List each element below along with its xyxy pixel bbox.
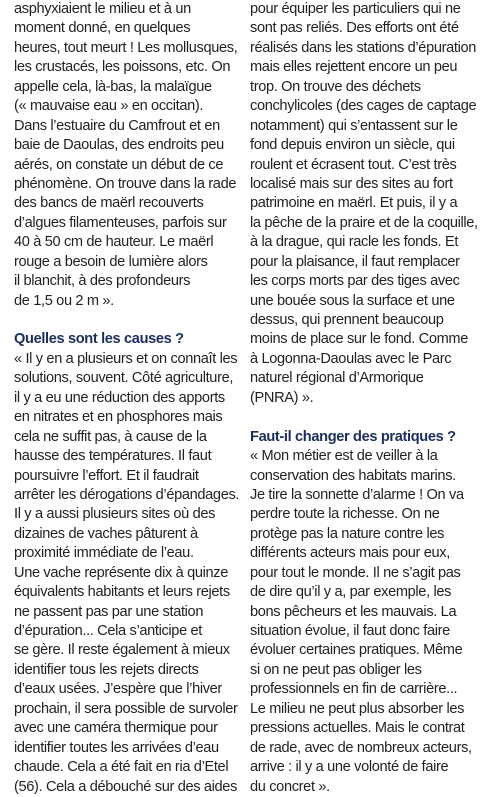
text-line: conservation des habitats marins. xyxy=(250,467,456,484)
text-line: (PNRA) ». xyxy=(250,389,314,406)
text-line: phénomène. On trouve dans la rade xyxy=(14,175,237,192)
text-line: de 1,5 ou 2 m ». xyxy=(14,292,114,309)
text-line: Le milieu ne peut plus absorber les xyxy=(250,700,465,717)
text-line: pour équiper les particuliers qui ne xyxy=(250,1,461,17)
text-line: appelle cela, là-bas, la malaïgue xyxy=(14,78,212,95)
text-line: patrimoine en maërl. Et puis, il y a xyxy=(250,195,458,212)
section-heading-causes: Quelles sont les causes ? xyxy=(14,331,184,348)
text-line: Une vache représente dix à quinze xyxy=(14,564,228,581)
text-line: fond depuis environ un siècle, qui xyxy=(250,137,455,154)
text-line: professionnels en fin de carrière... xyxy=(250,681,458,698)
text-line: pressions actuelles. Mais le contrat xyxy=(250,720,465,737)
text-line: baie de Daoulas, des endroits peu xyxy=(14,137,224,154)
text-line: pour tout le monde. Il ne s’agit pas xyxy=(250,564,461,581)
text-line: hausse des températures. Il faut xyxy=(14,448,212,465)
text-line: sont pas reliés. Des efforts ont été xyxy=(250,20,459,37)
paragraph-gap xyxy=(250,408,476,427)
left-paragraph-2 xyxy=(14,350,240,797)
text-line: Je tire la sonnette d’alarme ! On va xyxy=(250,486,464,503)
text-line: des bancs de maërl recouverts xyxy=(14,195,204,212)
text-line: Il y a aussi plusieurs sites où des xyxy=(14,506,216,523)
text-line: notamment) qui s’entassent sur le xyxy=(250,117,458,134)
text-line: perdre toute la richesse. On ne xyxy=(250,506,440,523)
text-line: bons pêcheurs et les mauvais. La xyxy=(250,603,457,620)
text-line: une bouée sous la surface et une xyxy=(250,292,455,309)
text-line: identifier toutes les arrivées d’eau xyxy=(14,739,219,756)
text-line: solutions, souvent. Côté agriculture, xyxy=(14,370,234,387)
text-line: arrive : il y a une volonté de faire xyxy=(250,759,449,776)
text-line: les crustacés, les poissons, etc. On xyxy=(14,59,231,76)
text-line: rouge a besoin de lumière alors xyxy=(14,253,208,270)
text-line: dessus, qui prennent beaucoup xyxy=(250,312,444,328)
text-line: arrêter les dérogations d’épandages. xyxy=(14,486,240,503)
text-line: de rade, avec de nombreux acteurs, xyxy=(250,739,472,756)
text-line: il y a eu une réduction des apports xyxy=(14,389,225,406)
text-line: d’eaux usées. J’espère que l’hiver xyxy=(14,681,222,698)
text-line: « Il y en a plusieurs et on connaît les xyxy=(14,350,238,367)
text-line: (56). Cela a débouché sur des aides xyxy=(14,778,238,795)
paragraph-gap xyxy=(14,311,226,330)
text-line: naturel régional d’Armorique xyxy=(250,370,424,387)
text-line: 40 à 50 cm de hauteur. Le maërl xyxy=(14,234,214,251)
text-line: « Mon métier est de veiller à la xyxy=(250,448,438,465)
text-line: avec une caméra thermique pour xyxy=(14,720,218,737)
text-line: à Logonna-Daoulas avec le Parc xyxy=(250,350,452,367)
text-line: ne passent pas par une station xyxy=(14,603,204,620)
text-line: moins de place sur le fond. Comme xyxy=(250,331,469,348)
text-line: chaude. Cela a été fait en ria d’Etel xyxy=(14,759,229,776)
text-line: aérés, on constate un début de ce xyxy=(14,156,224,173)
text-line: en nitrates et en phosphores mais xyxy=(14,409,223,426)
right-column xyxy=(250,0,476,797)
right-paragraph-1 xyxy=(250,0,476,408)
text-line: à la drague, qui racle les fonds. Et xyxy=(250,234,459,251)
text-line: d’algues filamenteuses, parfois sur xyxy=(14,214,227,231)
text-line: prochain, il sera possible de survoler xyxy=(14,700,238,717)
text-line: réalisés dans les stations d’épuration xyxy=(250,39,477,56)
text-line: localisé mais sur des sites au fort xyxy=(250,175,453,192)
text-line: situation évolue, il faut donc faire xyxy=(250,623,450,639)
text-line: de dire qu’il y a, par exemple, les xyxy=(250,584,452,601)
text-line: différents acteurs mais pour eux, xyxy=(250,545,450,562)
text-line: se gère. Il reste également à mieux xyxy=(14,642,230,659)
text-line: asphyxiaient le milieu et à un xyxy=(14,1,191,17)
text-line: conchylicoles (des cages de captage xyxy=(250,98,477,115)
text-line: Dans l’estuaire du Camfrout et en xyxy=(14,117,220,134)
right-paragraph-2 xyxy=(250,447,476,797)
text-line: poursuivre l’effort. Et il faudrait xyxy=(14,467,199,484)
text-line: dizaines de vaches pâturent à xyxy=(14,525,198,542)
left-paragraph-1 xyxy=(14,0,238,311)
text-line: cela ne suffit pas, à cause de la xyxy=(14,428,207,445)
text-line: pour la plaisance, il faut remplacer xyxy=(250,253,460,270)
text-line: proximité immédiate de l’eau. xyxy=(14,545,194,562)
text-line: du concret ». xyxy=(250,778,330,795)
text-line: il blanchit, à des profondeurs xyxy=(14,273,191,290)
text-line: identifier tous les rejets directs xyxy=(14,661,199,678)
text-line: roulent et écrasent tout. C’est très xyxy=(250,156,457,173)
text-line: équivalents habitants et leurs rejets xyxy=(14,584,230,601)
text-line: trop. On trouve des déchets xyxy=(250,78,421,95)
left-column xyxy=(14,0,240,797)
text-line: mais elles rejettent encore un peu xyxy=(250,59,458,76)
text-line: moment donné, en quelques xyxy=(14,20,191,37)
text-line: si on ne peut pas obliger les xyxy=(250,661,422,678)
text-line: d’épuration... Cela s’anticipe et xyxy=(14,623,203,639)
text-line: (« mauvaise eau » en occitan). xyxy=(14,98,204,115)
text-line: les corps morts par des tiges avec xyxy=(250,273,460,290)
text-line: évoluer certaines pratiques. Même xyxy=(250,642,463,659)
section-heading-practices: Faut-il changer des pratiques ? xyxy=(250,428,456,445)
text-line: protège pas la nature contre les xyxy=(250,525,445,542)
text-line: la pêche de la praire et de la coquille, xyxy=(250,214,478,231)
text-line: heures, tout meurt ! Les mollusques, xyxy=(14,39,238,56)
